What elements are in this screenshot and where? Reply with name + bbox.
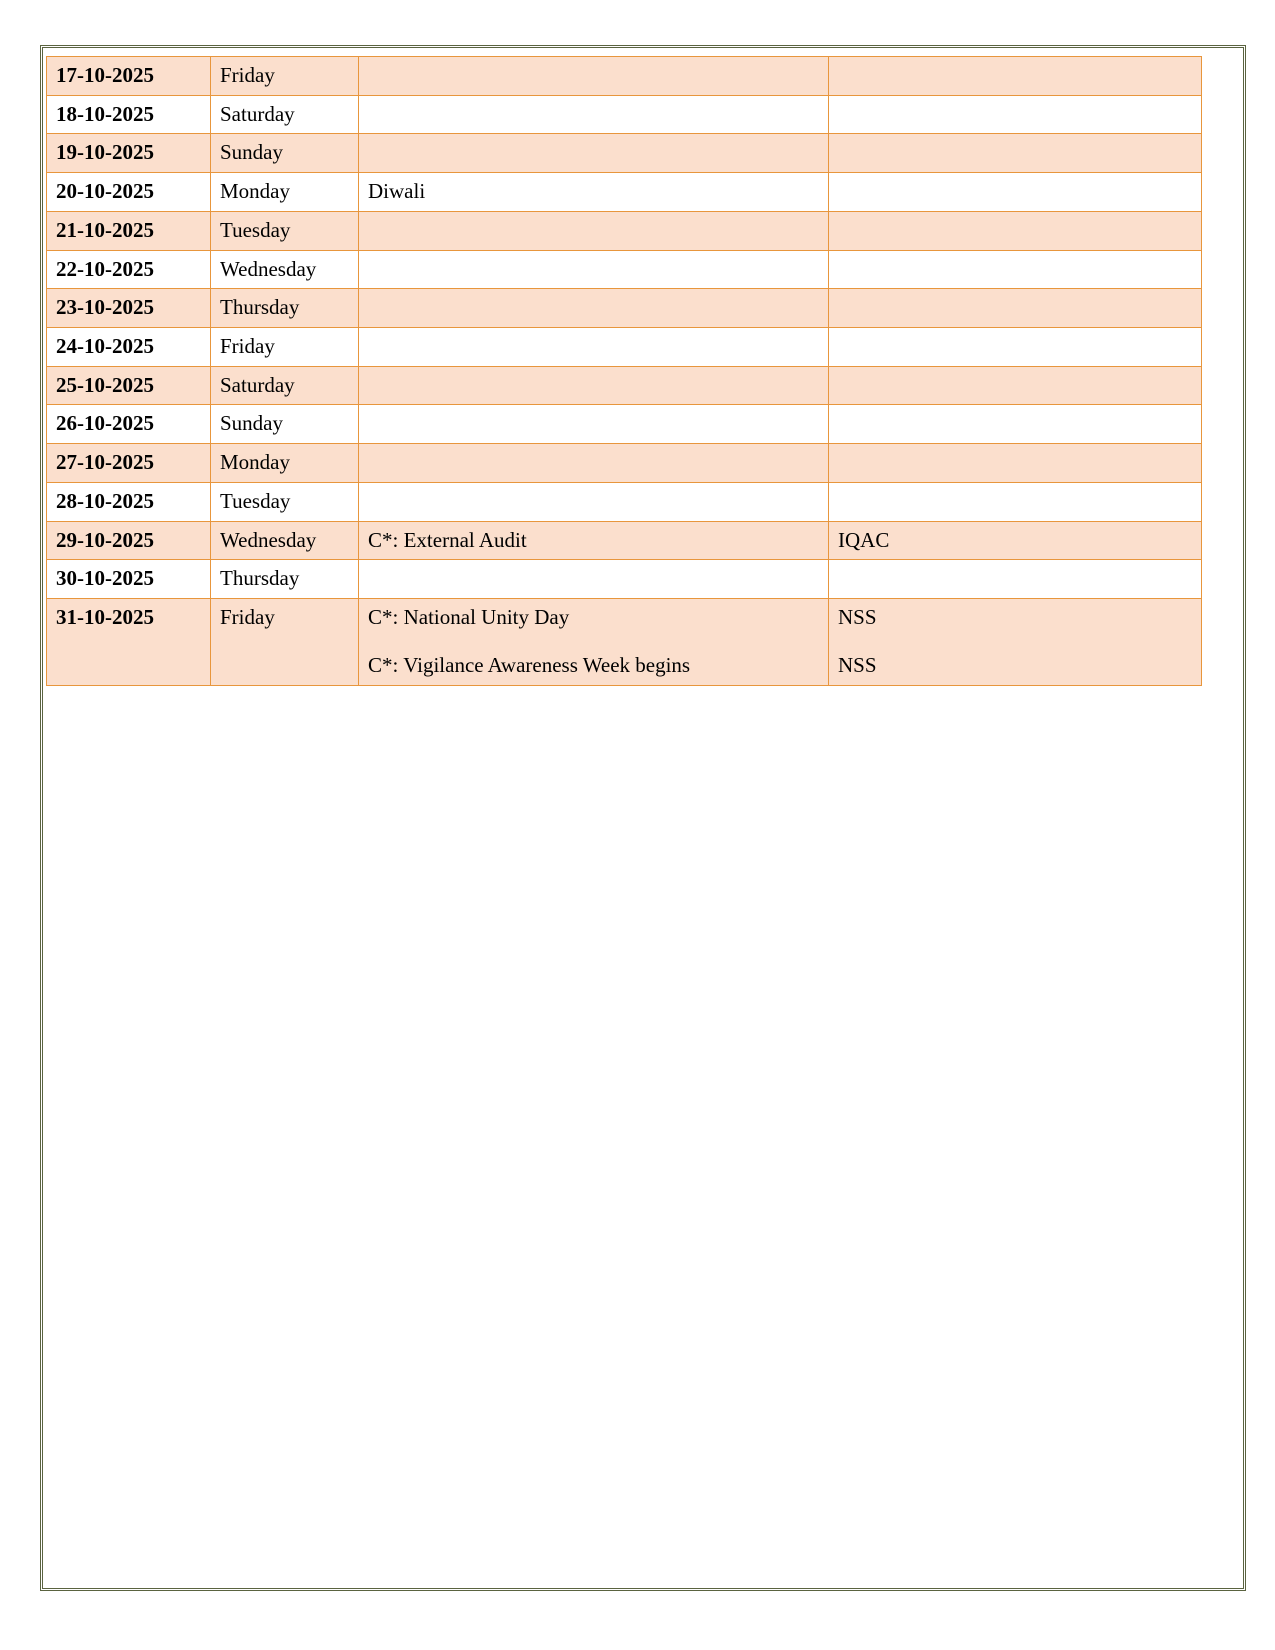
cell-organizer	[829, 328, 1202, 367]
cell-organizer	[829, 57, 1202, 96]
cell-day: Saturday	[211, 95, 359, 134]
cell-organizer	[829, 482, 1202, 521]
table-row	[47, 211, 1202, 250]
cell-day: Thursday	[211, 560, 359, 599]
cell-organizer	[829, 599, 1202, 685]
cell-event	[359, 211, 829, 250]
organizer-text: NSS	[838, 605, 877, 630]
cell-date: 31-10-2025	[47, 599, 211, 685]
event-text: C*: External Audit	[368, 527, 527, 552]
cell-event	[359, 57, 829, 96]
cell-day: Thursday	[211, 289, 359, 328]
cell-event	[359, 95, 829, 134]
cell-date: 28-10-2025	[47, 482, 211, 521]
cell-date: 30-10-2025	[47, 560, 211, 599]
cell-date: 25-10-2025	[47, 366, 211, 405]
table-row	[47, 328, 1202, 367]
cell-date: 26-10-2025	[47, 405, 211, 444]
table-row	[47, 250, 1202, 289]
event-text: C*: Vigilance Awareness Week begins	[368, 652, 691, 677]
table-row	[47, 599, 1202, 685]
cell-day: Tuesday	[211, 211, 359, 250]
cell-organizer	[829, 134, 1202, 173]
cell-event	[359, 328, 829, 367]
cell-date: 17-10-2025	[47, 57, 211, 96]
cell-event	[359, 173, 829, 212]
cell-organizer	[829, 521, 1202, 560]
cell-date: 21-10-2025	[47, 211, 211, 250]
table-row	[47, 289, 1202, 328]
cell-date: 18-10-2025	[47, 95, 211, 134]
cell-date: 24-10-2025	[47, 328, 211, 367]
cell-organizer	[829, 250, 1202, 289]
table-row	[47, 134, 1202, 173]
table-row	[47, 521, 1202, 560]
academic-calendar-table	[46, 56, 1202, 686]
calendar-table-container	[46, 56, 1201, 686]
event-text: Diwali	[368, 179, 426, 204]
cell-event	[359, 521, 829, 560]
cell-organizer	[829, 366, 1202, 405]
cell-event	[359, 250, 829, 289]
cell-organizer	[829, 560, 1202, 599]
cell-day: Friday	[211, 328, 359, 367]
cell-organizer	[829, 173, 1202, 212]
cell-event	[359, 599, 829, 685]
cell-date: 20-10-2025	[47, 173, 211, 212]
table-row	[47, 366, 1202, 405]
cell-day: Friday	[211, 599, 359, 685]
cell-organizer	[829, 289, 1202, 328]
table-row	[47, 560, 1202, 599]
cell-event	[359, 289, 829, 328]
cell-date: 22-10-2025	[47, 250, 211, 289]
cell-event	[359, 444, 829, 483]
table-row	[47, 173, 1202, 212]
cell-event	[359, 366, 829, 405]
event-text: C*: National Unity Day	[368, 605, 570, 630]
cell-event	[359, 560, 829, 599]
cell-day: Sunday	[211, 405, 359, 444]
cell-organizer	[829, 211, 1202, 250]
cell-event	[359, 405, 829, 444]
cell-organizer	[829, 95, 1202, 134]
cell-day: Friday	[211, 57, 359, 96]
cell-organizer	[829, 405, 1202, 444]
cell-organizer	[829, 444, 1202, 483]
organizer-text: IQAC	[838, 527, 890, 552]
table-row	[47, 482, 1202, 521]
cell-event	[359, 134, 829, 173]
cell-day: Wednesday	[211, 521, 359, 560]
cell-date: 27-10-2025	[47, 444, 211, 483]
cell-event	[359, 482, 829, 521]
cell-day: Saturday	[211, 366, 359, 405]
cell-day: Tuesday	[211, 482, 359, 521]
cell-day: Monday	[211, 173, 359, 212]
cell-date: 29-10-2025	[47, 521, 211, 560]
cell-date: 23-10-2025	[47, 289, 211, 328]
table-row	[47, 95, 1202, 134]
cell-date: 19-10-2025	[47, 134, 211, 173]
cell-day: Sunday	[211, 134, 359, 173]
table-row	[47, 444, 1202, 483]
cell-day: Monday	[211, 444, 359, 483]
organizer-text: NSS	[838, 652, 877, 677]
calendar-table-body	[47, 57, 1202, 686]
cell-day: Wednesday	[211, 250, 359, 289]
table-row	[47, 405, 1202, 444]
table-row	[47, 57, 1202, 96]
